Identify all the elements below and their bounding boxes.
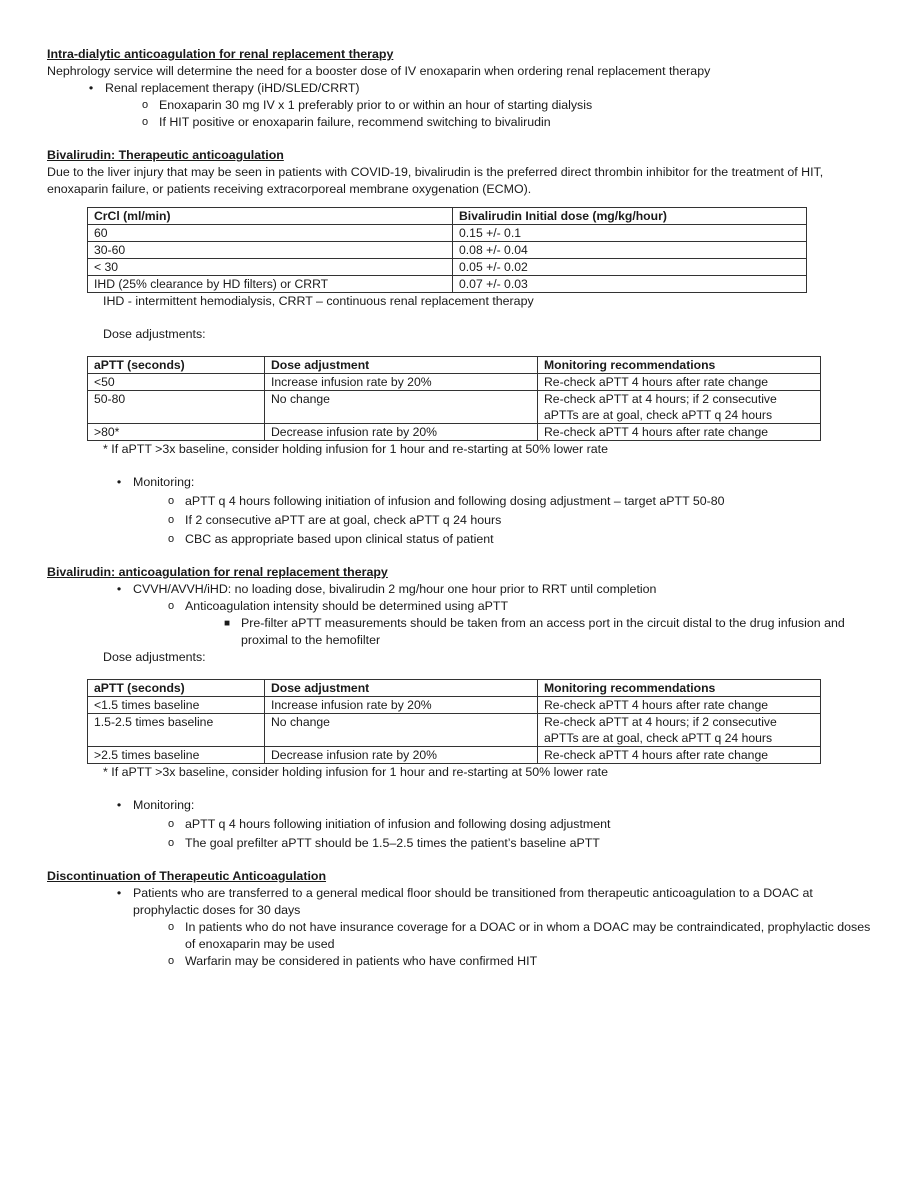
bullet-dot-icon: • <box>116 582 122 596</box>
sub-bullet-item: o aPTT q 4 hours following initiation of infusion and following dosing adjustment <box>47 816 877 833</box>
section-heading: Discontinuation of Therapeutic Anticoagulation <box>47 869 327 883</box>
sub-bullet-item: o Warfarin may be considered in patients who have confirmed HIT <box>47 953 877 970</box>
table-footnote: * If aPTT >3x baseline, consider holding infusion for 1 hour and re-starting at 50% lower rate <box>103 765 608 779</box>
table-row: 60 0.15 +/- 0.1 <box>88 225 807 242</box>
section-bivalirudin-therapeutic <box>47 147 877 548</box>
document-page <box>47 46 877 986</box>
dose-adjustments-label: Dose adjustments: <box>103 327 206 341</box>
sub-bullet-item: o If 2 consecutive aPTT are at goal, check aPTT q 24 hours <box>47 512 877 529</box>
table-row: >2.5 times baseline Decrease infusion rate by 20% Re-check aPTT 4 hours after rate change <box>88 747 821 764</box>
circle-bullet-icon: o <box>167 600 175 612</box>
dose-adjustments-label: Dose adjustments: <box>103 650 206 664</box>
section-bivalirudin-rrt <box>47 564 877 852</box>
section-heading: Bivalirudin: Therapeutic anticoagulation <box>47 148 284 162</box>
table-row: 50-80 No change Re-check aPTT at 4 hours; if 2 consecutive aPTTs are at goal, check aPTT q 24 hours <box>88 391 821 424</box>
bullet-dot-icon: • <box>116 798 122 812</box>
circle-bullet-icon: o <box>167 533 175 545</box>
table-row: >80* Decrease infusion rate by 20% Re-check aPTT 4 hours after rate change <box>88 424 821 441</box>
sub-bullet-item: o Enoxaparin 30 mg IV x 1 preferably prior to or within an hour of starting dialysis <box>47 97 877 114</box>
bullet-item: • Renal replacement therapy (iHD/SLED/CRRT) <box>47 80 877 97</box>
circle-bullet-icon: o <box>167 495 175 507</box>
sub-bullet-item: o In patients who do not have insurance coverage for a DOAC or in whom a DOAC may be contraindicated, prophylactic doses of enoxaparin may be used <box>47 919 877 953</box>
circle-bullet-icon: o <box>167 514 175 526</box>
bullet-item: • Monitoring: <box>47 474 877 491</box>
section-intro: Nephrology service will determine the need for a booster dose of IV enoxaparin when ordering renal replacement therapy <box>47 64 711 78</box>
circle-bullet-icon: o <box>167 837 175 849</box>
table-row: 30-60 0.08 +/- 0.04 <box>88 242 807 259</box>
table-row: <1.5 times baseline Increase infusion rate by 20% Re-check aPTT 4 hours after rate change <box>88 697 821 714</box>
circle-bullet-icon: o <box>141 116 149 128</box>
section-intro: Due to the liver injury that may be seen in patients with COVID-19, bivalirudin is the preferred direct thrombin inhibitor for the treatment of HIT, enoxaparin failure, or patients receiving extracorporeal membrane oxygenation (ECMO). <box>47 165 824 196</box>
circle-bullet-icon: o <box>167 955 175 967</box>
aptt-dose-table <box>87 356 821 441</box>
table-footnote: * If aPTT >3x baseline, consider holding infusion for 1 hour and re-starting at 50% lower rate <box>103 442 608 456</box>
circle-bullet-icon: o <box>141 99 149 111</box>
square-bullet-icon: ■ <box>223 618 231 629</box>
section-intra-dialytic <box>47 46 877 131</box>
table-header-row: aPTT (seconds) Dose adjustment Monitoring recommendations <box>88 357 821 374</box>
section-heading: Bivalirudin: anticoagulation for renal replacement therapy <box>47 565 388 579</box>
crcl-dose-table <box>87 207 807 293</box>
circle-bullet-icon: o <box>167 921 175 933</box>
sub-bullet-item: o The goal prefilter aPTT should be 1.5–2.5 times the patient’s baseline aPTT <box>47 835 877 852</box>
table-header-row: aPTT (seconds) Dose adjustment Monitoring recommendations <box>88 680 821 697</box>
table-row: 1.5-2.5 times baseline No change Re-check aPTT at 4 hours; if 2 consecutive aPTTs are at goal, check aPTT q 24 hours <box>88 714 821 747</box>
sub-sub-bullet-item: ■ Pre-filter aPTT measurements should be taken from an access port in the circuit distal to the drug infusion and proximal to the hemofilter <box>47 615 877 649</box>
bullet-dot-icon: • <box>88 81 94 95</box>
circle-bullet-icon: o <box>167 818 175 830</box>
sub-bullet-item: o If HIT positive or enoxaparin failure, recommend switching to bivalirudin <box>47 114 877 131</box>
bullet-dot-icon: • <box>116 475 122 489</box>
bullet-item: • Patients who are transferred to a general medical floor should be transitioned from therapeutic anticoagulation to a DOAC at prophylactic doses for 30 days <box>47 885 877 919</box>
sub-bullet-item: o Anticoagulation intensity should be determined using aPTT <box>47 598 877 615</box>
aptt-baseline-dose-table <box>87 679 821 764</box>
sub-bullet-item: o CBC as appropriate based upon clinical status of patient <box>47 531 877 548</box>
bullet-item: • CVVH/AVVH/iHD: no loading dose, bivalirudin 2 mg/hour one hour prior to RRT until completion <box>47 581 877 598</box>
table-row: < 30 0.05 +/- 0.02 <box>88 259 807 276</box>
bullet-dot-icon: • <box>116 886 122 900</box>
table-row: IHD (25% clearance by HD filters) or CRRT 0.07 +/- 0.03 <box>88 276 807 293</box>
section-discontinuation <box>47 868 877 970</box>
bullet-item: • Monitoring: <box>47 797 877 814</box>
section-heading: Intra-dialytic anticoagulation for renal replacement therapy <box>47 47 394 61</box>
sub-bullet-item: o aPTT q 4 hours following initiation of infusion and following dosing adjustment – target aPTT 50-80 <box>47 493 877 510</box>
table-header-row: CrCl (ml/min) Bivalirudin Initial dose (mg/kg/hour) <box>88 208 807 225</box>
table-row: <50 Increase infusion rate by 20% Re-check aPTT 4 hours after rate change <box>88 374 821 391</box>
table-footnote: IHD - intermittent hemodialysis, CRRT – continuous renal replacement therapy <box>103 294 534 308</box>
